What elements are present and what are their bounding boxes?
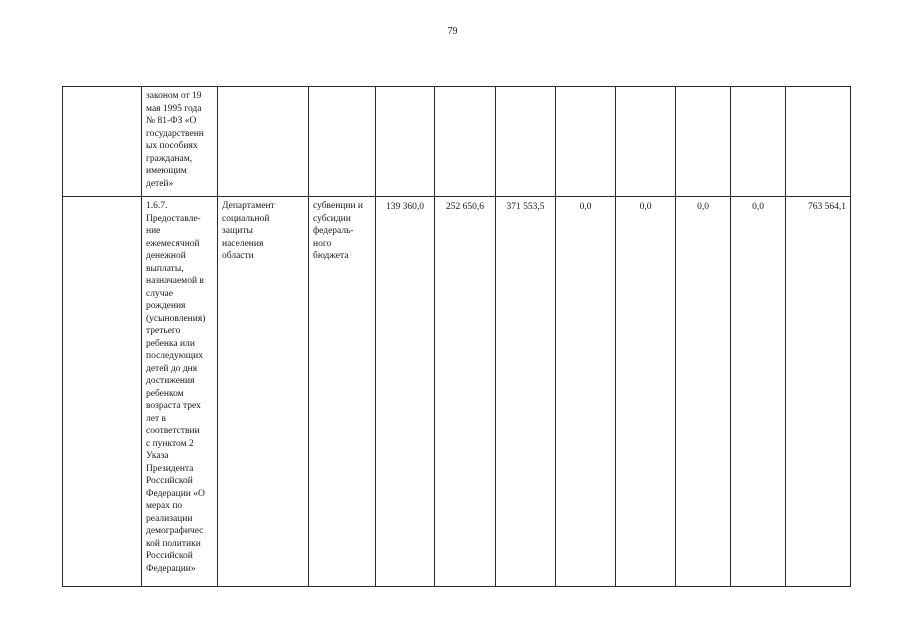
table-cell-funding-source bbox=[309, 87, 376, 197]
table-cell-measure: 1.6.7. Предоставле- ние ежемесячной денежной выплаты, назначаемой в случае рождения (усыновления) третьего ребенка или последующих детей до дня достижения ребенком возраста трех лет в соответствии с пунктом 2 Указа Президента Российской Федерации «О мерах по реализации демографичес кой политики Российской Федерации» bbox=[142, 197, 218, 587]
table-cell-value: 0,0 bbox=[676, 197, 731, 587]
table-cell-executor bbox=[218, 87, 309, 197]
table-cell-value: 139 360,0 bbox=[376, 197, 435, 587]
table-cell-value: 371 553,5 bbox=[496, 197, 556, 587]
table-cell-index bbox=[63, 87, 142, 197]
table-cell-measure: законом от 19 мая 1995 года № 81-ФЗ «О государственн ых пособиях гражданам, имеющим детей» bbox=[142, 87, 218, 197]
table-cell-value: 0,0 bbox=[556, 197, 616, 587]
table-cell-value bbox=[616, 87, 676, 197]
budget-table bbox=[62, 86, 851, 587]
table-cell-value: 252 650,6 bbox=[435, 197, 496, 587]
table-cell-value: 0,0 bbox=[731, 197, 786, 587]
page-number: 79 bbox=[447, 26, 458, 37]
table-cell-value bbox=[376, 87, 435, 197]
table-row bbox=[63, 87, 851, 197]
table-cell-total: 763 564,1 bbox=[786, 197, 851, 587]
table-cell-value bbox=[676, 87, 731, 197]
table-cell-index bbox=[63, 197, 142, 587]
table-cell-value bbox=[731, 87, 786, 197]
table-cell-value bbox=[435, 87, 496, 197]
table-cell-value: 0,0 bbox=[616, 197, 676, 587]
table-cell-funding-source: субвенции и субсидии федераль- ного бюджета bbox=[309, 197, 376, 587]
table-cell-value bbox=[556, 87, 616, 197]
table-row bbox=[63, 197, 851, 587]
table-cell-total bbox=[786, 87, 851, 197]
table-cell-executor: Департамент социальной защиты населения области bbox=[218, 197, 309, 587]
table-cell-value bbox=[496, 87, 556, 197]
